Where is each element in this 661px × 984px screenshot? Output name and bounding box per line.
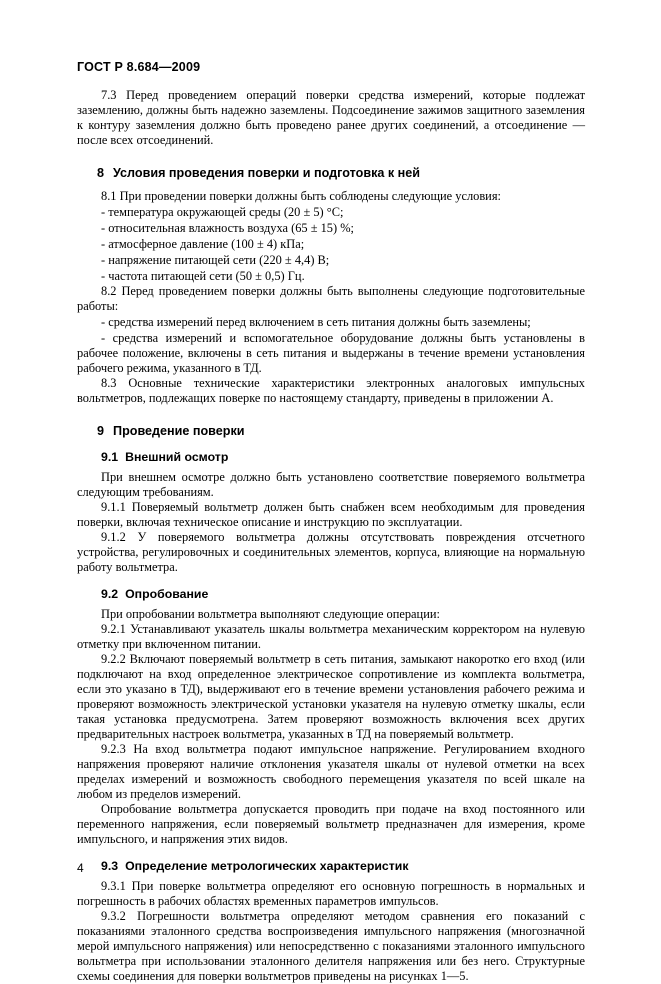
- list-item: - средства измерений и вспомогательное оборудование должны быть установлены в рабочее положение, включены в сеть питания и выдержаны в течение времени установления рабочего режима, указанного в ТД.: [77, 331, 585, 375]
- heading-number: 8: [97, 166, 105, 180]
- paragraph: 8.1 При проведении поверки должны быть соблюдены следующие условия:: [101, 189, 501, 203]
- section-heading: [77, 424, 585, 438]
- paragraph: 9.2.2 Включают поверяемый вольтметр в сеть питания, замыкают накоротко его вход (или подключают на вход определенное электрическое сопротивление из комплекта вольтметра, если это указано в ТД), выдерживают его в течение времени установления рабочего режима и проверяют возможность электрической установки указателя на нулевую отметку шкалы, если такая установка предусмотрена. Затем проверяют возможность включения всех других предварительных настроек вольтметра, указанных в ТД на поверяемый вольтметр.: [77, 652, 585, 741]
- paragraph: При внешнем осмотре должно быть установлено соответствие поверяемого вольтметра следующим требованиям.: [77, 470, 585, 499]
- heading-text: Проведение поверки: [113, 424, 245, 438]
- subsection-heading: [77, 587, 585, 601]
- heading-text: Условия проведения поверки и подготовка к ней: [113, 166, 421, 180]
- paragraph: 8.3 Основные технические характеристики электронных аналоговых импульсных вольтметров, подлежащих поверке по настоящему стандарту, приведены в приложении А.: [77, 376, 585, 405]
- document-body: [77, 88, 585, 984]
- heading-text: Опробование: [125, 587, 209, 601]
- list-item: - напряжение питающей сети (220 ± 4,4) В;: [101, 253, 330, 267]
- page-number: 4: [77, 861, 84, 875]
- subsection-heading: [77, 450, 585, 464]
- paragraph: 7.3 Перед проведением операций поверки средства измерений, которые подлежат заземлению, должны быть надежно заземлены. Подсоединение зажимов защитного заземления к контуру заземления должно быть проведено ранее других соединений, а отсоединение — после всех отсоединений.: [77, 88, 585, 147]
- paragraph: 9.1.2 У поверяемого вольтметра должны отсутствовать повреждения отсчетного устройства, регулировочных и соединительных элементов, корпуса, влияющие на нормальную работу вольтметра.: [77, 530, 585, 574]
- paragraph: 9.3.1 При поверке вольтметра определяют его основную погрешность в нормальных и погрешность в рабочих областях временных параметров импульсов.: [77, 879, 585, 908]
- list-item: - атмосферное давление (100 ± 4) кПа;: [101, 237, 305, 251]
- paragraph: 9.2.3 На вход вольтметра подают импульсное напряжение. Регулированием входного напряжения проверяют наличие отклонения указателя шкалы от нулевой отметки на всех пределах измерений и возможность свободного перемещения указателя по всей шкале на любом из пределов измерений.: [77, 742, 585, 801]
- list-item: - частота питающей сети (50 ± 0,5) Гц.: [101, 269, 305, 283]
- paragraph: При опробовании вольтметра выполняют следующие операции:: [101, 607, 440, 621]
- paragraph: 8.2 Перед проведением поверки должны быть выполнены следующие подготовительные работы:: [77, 284, 585, 313]
- subsection-heading: [77, 859, 585, 873]
- paragraph: Опробование вольтметра допускается проводить при подаче на вход постоянного или переменного напряжения, если поверяемый вольтметр предназначен для измерения, кроме импульсного, и напряжения этих видов.: [77, 802, 585, 846]
- paragraph: 9.1.1 Поверяемый вольтметр должен быть снабжен всем необходимым для проведения поверки, включая техническое описание и инструкцию по эксплуатации.: [77, 500, 585, 529]
- heading-text: Определение метрологических характеристик: [125, 859, 409, 873]
- heading-number: 9: [97, 424, 105, 438]
- list-item: - температура окружающей среды (20 ± 5) °С;: [101, 205, 344, 219]
- page-header: ГОСТ Р 8.684—2009: [77, 60, 201, 74]
- list-item: - относительная влажность воздуха (65 ± 15) %;: [101, 221, 354, 235]
- paragraph: 9.3.2 Погрешности вольтметра определяют методом сравнения его показаний с показаниями эталонного средства воспроизведения импульсного напряжения (многозначной мерой импульсного напряжения) или непосредственно с показаниями эталонного импульсного вольтметра при использовании эталонного делителя напряжения или без него. Структурные схемы соединения для поверки вольтметров приведены на рисунках 1—5.: [77, 909, 585, 983]
- heading-number: 9.1: [101, 450, 119, 464]
- list-item: - средства измерений перед включением в сеть питания должны быть заземлены;: [101, 315, 531, 329]
- section-heading: [77, 166, 585, 180]
- paragraph: 9.2.1 Устанавливают указатель шкалы вольтметра механическим корректором на нулевую отметку при включенном питании.: [77, 622, 585, 651]
- heading-number: 9.2: [101, 587, 119, 601]
- heading-number: 9.3: [101, 859, 119, 873]
- heading-text: Внешний осмотр: [125, 450, 229, 464]
